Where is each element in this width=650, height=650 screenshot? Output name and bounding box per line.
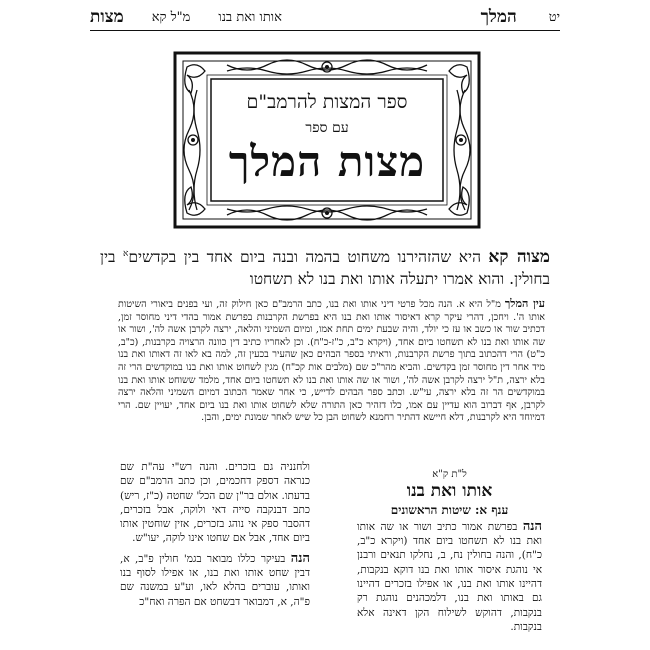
left-column [120,460,310,609]
section-subtitle: ענף א: שיטות הראשונים [390,502,509,517]
section-title: אותו ואת בנו [406,481,493,502]
mitzva-text: היא שהזהירנו משחוט בהמה ובנה ביום אחד בין בקדשים [128,248,481,267]
title-line-2: עם ספר [305,120,349,136]
commentary-lead: עין המלך [504,297,545,310]
header-book-title: המלך [480,7,517,27]
right-column-lead: הנה [522,518,542,534]
left-column-body-2 [120,552,310,609]
commentary-text: מ"ל היא א. הנה מכל פרטי דיני אותו ואת בנו, כתב הרמב"ם כאן חילוק זה, ועי בפנים ביאורי השיטות אותו ה'. ויחכן, דהרי עיקר קרא דאיסור אותו ואת בנו היא בפרשת הקרבנות בפרשת אמור בהדי דיני מחוסר זמן, דכתיב שור או כשב או עז כי יולד, והיה שבעת ימים תחת אמו, ומיום השמיני והלאה, ירצה לקרבן אשה לה', ושור או שה אותו ואת בנו לא תשחטו ביום אחד, (ויקרא כ"ב, כ"ז-כ"ח). וכן לאחריו כתיב דין כוונה הרצויה בקרבנות, (כ"ב, כ"ט) הרי דהכתוב בתוך פרשת הקרבנות, וראיתי בספר הבהים כאן שהעיר בכעין זה, למה בא לאו זה דאותו ואת בנו מיד אחר דין מחוסר זמן בקדשים. והביא מהר"כ שם (מלבים אות קכ"ח) מגין לשחוט אותו ואת בנו במוקדשים הרי זה בלא ירצה, ת"ל ירצה לקרבן אשה לה', ושור או שה אותו ואת בנו לא תשחטו ביום אחד, מלמד ששוחט אותו ואת בנו במוקדשים הר זה בלא ירצה, עי"ש. וכתב ספר הבהים לדייש, כי אחר שאמר הכתוב דמיום השמיני והלאה ירצה לקרבן, אף דברוב הוא עדיין עם אמו, כלו דזהיר כאן התורה שלא לשחוט אותו ואת בנו ביום אחד, יעויין שם. הרי דמיוחד היא לקרבנות, דלא חיישא דהתיר רחמנא לשחוט הבן כל שיש לאחר שמונת ימים, והבן. [118,299,545,424]
right-column-body [357,520,542,634]
mitzva-text-2: בין בחולין. והוא אמרו יתעלה אותו ואת בנו לא תשחטו [100,248,550,289]
right-column [357,460,542,634]
page-number: יט [548,10,560,25]
header-mitzva-ref: מ"ל קא [151,10,191,25]
title-line-1: ספר המצות להרמב"ם [246,91,408,113]
right-column-text: בפרשת אמור כתיב ושור או שה אותו ואת בנו לא תשחטו ביום אחד (ויקרא כ"ב, כ"ח), והנה בחולין נח, ב, נחלקו תנאים ורבנן אי נוהגת איסור אותו ואת בנו דוקא בנקבות, דהיינו אותו ואת בנו, או אפילו בזכרים דהיינו גם באותו ואת בנו, דלמכהנים נוהגת רק בנקבות, דהוקש לשילוח הקן דאינה אלא בנקבות. [357,520,542,633]
ornamental-title-frame [167,45,487,235]
left-column-lead: הנה [290,550,310,566]
header-label: מצות [90,7,124,27]
commentary-block [118,298,545,425]
section-label: ל"ת ק"א [432,469,467,480]
mitzva-number: מצוה קא [488,247,550,268]
mitzva-heading [100,243,550,290]
left-column-text-2: בעיקר כללו מבואר בגמ' חולין פ"ב, א, דבין שחט אותו ואת בנו, או אפילו לסוף בנו ואותו, עוברים בהלא לאו, וע"ע במשנה שם פ"ה, א, דמבואר דבשחט אם הפרה ואח"כ [120,552,310,608]
running-header [90,6,560,28]
title-line-3: מצות המלך [228,137,426,186]
left-column-text-1: ולחנניה גם בזכרים. והנה רש"י עה"ת שם כנראה דספק דחכמים, וכן כתב הרמב"ם שם בדעתו. אולם בר"ן שם הכל' שחטה (כ"ז, ריש) כתב דבנקבה סייה דאי ולוקה, אבל בזכרים, דהסבר ספק אי נוהג בזכרים, אזין שוחטין אותו ביום אחד, אבל אם שחטו אינו לוקה, יעו"ש. [120,461,310,545]
title-text-block [217,83,437,203]
header-rule [90,30,560,31]
note-mark: א [122,249,129,259]
header-section: אותו ואת בנו [218,10,282,25]
